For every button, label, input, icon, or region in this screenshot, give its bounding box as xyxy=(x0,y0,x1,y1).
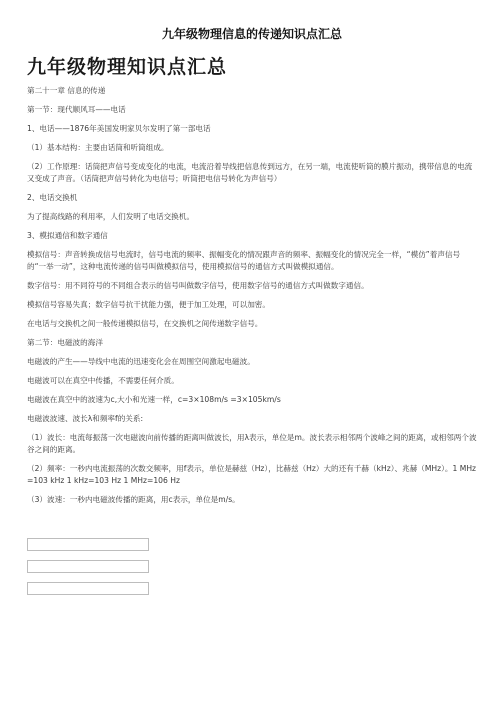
section-heading: 第一节：现代顺风耳——电话 xyxy=(27,105,126,114)
document-body xyxy=(27,85,479,513)
blank-box xyxy=(27,560,149,573)
paragraph: （2）频率：一秒内电流振荡的次数交频率，用f表示，单位是赫兹（Hz），比赫兹（Hz）大的还有千赫（kHz）、兆赫（MHz）。1 MHz=103 kHz 1 kHz=103 Hz 1 MHz=106 Hz xyxy=(27,464,477,485)
paragraph: 电磁波的产生——导线中电流的迅速变化会在周围空间激起电磁波。 xyxy=(27,357,255,366)
paragraph: 在电话与交换机之间一般传递模拟信号，在交换机之间传递数字信号。 xyxy=(27,319,263,328)
blank-box xyxy=(27,538,149,551)
paragraph: （1）基本结构：主要由话筒和听筒组成。 xyxy=(27,143,169,152)
paragraph: 模拟信号：声音转换成信号电流时，信号电流的频率、振幅变化的情况跟声音的频率、振幅变化的情况完全一样，“模仿”着声信号的“一举一动”，这种电流传递的信号叫做模拟信号，使用模拟信号的通信方式叫做模拟通信。 xyxy=(27,250,461,271)
chapter-heading: 第二十一章 信息的传递 xyxy=(27,86,106,95)
blank-box-group xyxy=(27,538,149,604)
paragraph: 2、电话交换机 xyxy=(27,193,78,202)
paragraph: 数字信号：用不同符号的不同组合表示的信号叫做数字信号，使用数字信号的通信方式叫做数字通信。 xyxy=(27,281,369,290)
section-heading: 第二节：电磁波的海洋 xyxy=(27,338,103,347)
paragraph: 3、模拟通信和数字通信 xyxy=(27,231,108,240)
paragraph: （2）工作原理：话筒把声信号变成变化的电流，电流沿着导线把信息传到远方，在另一端，电流使听筒的膜片振动，携带信息的电流又变成了声音。（话筒把声信号转化为电信号；听筒把电信号转化为声信号） xyxy=(27,162,473,183)
paragraph: 模拟信号容易失真；数字信号抗干扰能力强，便于加工处理，可以加密。 xyxy=(27,300,270,309)
paragraph: 电磁波可以在真空中传播，不需要任何介质。 xyxy=(27,376,179,385)
paragraph: （3）波速：一秒内电磁波传播的距离，用c表示，单位是m/s。 xyxy=(27,495,240,504)
paragraph: 为了提高线路的利用率，人们发明了电话交换机。 xyxy=(27,212,195,221)
page-header-title: 九年级物理信息的传递知识点汇总 xyxy=(161,27,342,41)
paragraph: 电磁波在真空中的波速为c,大小和光速一样，c=3×108m/s =3×105km/s xyxy=(27,395,281,404)
paragraph: （1）波长：电流每振荡一次电磁波向前传播的距离叫做波长，用λ表示，单位是m。波长表示相邻两个波峰之间的距离，或相邻两个波谷之间的距离。 xyxy=(27,433,477,454)
paragraph: 1、电话——1876年美国发明家贝尔发明了第一部电话 xyxy=(27,124,211,133)
paragraph: 电磁波波速、波长λ和频率f的关系: xyxy=(27,414,144,423)
blank-box xyxy=(27,582,149,595)
document-title: 九年级物理知识点汇总 xyxy=(27,56,228,78)
